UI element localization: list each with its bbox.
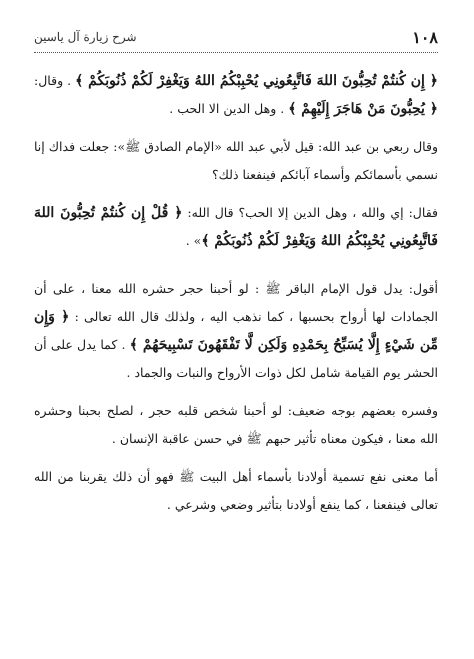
paragraph-5: وفسره بعضهم بوجه ضعيف: لو أحبنا شخص قلبه حجر ، لصلح بحبنا وحشره الله معنا ، فيكون معناه تأثير حبهم ﷺ في حسن عاقبة الإنسان . [34, 403, 438, 446]
quran-verse-4: ﴿ وَإِن مِّن شَيْءٍ إِلَّا يُسَبِّحُ بِحَمْدِهِ وَلَكِن لَّا تَفْقَهُونَ تَسْبِيحَهُمْ ﴾ [34, 309, 438, 353]
paragraph-1-text-b: . وهل الدين الا الحب . [169, 101, 289, 116]
book-page [34, 26, 438, 529]
paragraph-4 [34, 275, 438, 387]
paragraph-4-end: . كما يدل على أن الحشر يوم القيامة شامل لكل ذوات الأرواح والنبات والجماد . [34, 337, 438, 380]
quran-verse-2: ﴿ يُحِبُّونَ مَنْ هَاجَرَ إِلَيْهِمْ ﴾ [288, 101, 438, 117]
running-title: شرح زيارة آل ياسين [34, 30, 137, 44]
page-number: ١٠٨ [412, 28, 438, 47]
paragraph-1 [34, 67, 438, 123]
quran-verse-3: ﴿ قُلْ إِن كُنتُمْ تُحِبُّونَ اللهَ فَاتَّبِعُونِي يُحْبِبْكُمُ اللهُ وَيَغْفِرْ لَكُمْ ذُنُوبَكُمْ ﴾ [34, 205, 438, 249]
page-header [34, 26, 438, 53]
quran-verse-1: ﴿ إِن كُنتُمْ تُحِبُّونَ اللهَ فَاتَّبِعُونِي يُحْبِبْكُمُ اللهُ وَيَغْفِرْ لَكُمْ ذُنُوبَكُمْ ﴾ [75, 73, 438, 89]
paragraph-6: أما معنى نفع تسمية أولادنا بأسماء أهل البيت ﷺ فهو أن ذلك يقربنا من الله تعالى فينفعنا ، كما ينفع أولادنا بتأثير وضعي وشرعي . [34, 469, 438, 512]
paragraph-3 [34, 199, 438, 255]
paragraph-3-text: فقال: إي والله ، وهل الدين إلا الحب؟ قال الله: [182, 205, 438, 220]
paragraph-gap [34, 265, 438, 275]
paragraph-4-text: أقول: يدل قول الإمام الباقر ﷺ : لو أحبنا حجر حشره الله معنا ، على أن الجمادات لها أرواح بحسبها ، كما نذهب اليه ، ولذلك قال الله تعالى : [34, 281, 438, 324]
paragraph-1-text-a: . وقال: [34, 73, 76, 88]
paragraph-3-end: » . [185, 233, 202, 248]
paragraph-2: وقال ربعي بن عبد الله: قيل لأبي عبد الله «الإمام الصادق ﷺ»: جعلت فداك إنا نسمي بأسمائكم وأسماء آبائكم فينفعنا ذلك؟ [34, 139, 438, 182]
